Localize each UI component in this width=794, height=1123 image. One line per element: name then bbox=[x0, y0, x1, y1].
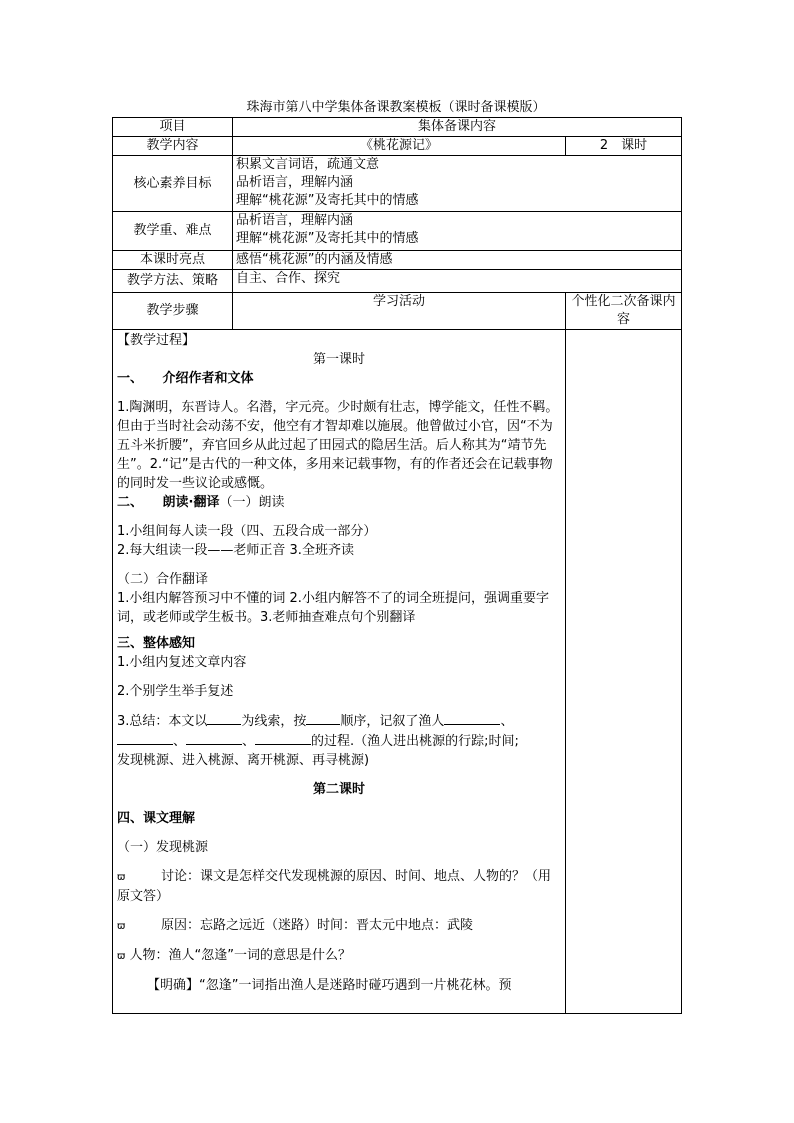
summary-text: 、 bbox=[173, 734, 187, 749]
question-text: 讨论：课文是怎样交代发现桃源的原因、时间、地点、人物的？（用原文答） bbox=[117, 869, 552, 904]
methods-label: 教学方法、策略 bbox=[113, 270, 233, 293]
section-two-sub: （一）朗读 bbox=[219, 495, 285, 510]
bullet-icon: ϖ bbox=[117, 921, 126, 932]
question-line bbox=[117, 916, 561, 936]
lesson-plan-table bbox=[112, 117, 682, 1014]
highlight-value: 感悟“桃花源”的内涵及情感 bbox=[233, 251, 682, 270]
summary-text: 、 bbox=[242, 734, 256, 749]
section-two-line: 1.小组间每人读一段（四、五段合成一部分） bbox=[117, 524, 377, 539]
lesson-two-heading: 第二课时 bbox=[312, 782, 365, 797]
activity-header: 学习活动 bbox=[233, 293, 566, 330]
core-goals-label: 核心素养目标 bbox=[113, 156, 233, 212]
fill-blank bbox=[117, 731, 173, 745]
personal-header: 个性化二次备课内容 bbox=[566, 293, 682, 330]
fill-blank bbox=[306, 711, 340, 725]
section-two-heading bbox=[117, 493, 561, 512]
question-text: 原因：忘路之远近（迷路）时间：晋太元中地点：武陵 bbox=[161, 918, 474, 933]
core-goal-line: 积累文言词语，疏通文意 bbox=[236, 157, 380, 172]
section-one-heading: 一、 介绍作者和文体 bbox=[117, 371, 254, 386]
summary-text: 的过程.（渔人进出桃源的行踪;时间; bbox=[311, 734, 519, 749]
summary-line bbox=[117, 711, 561, 731]
content-header: 集体备课内容 bbox=[233, 118, 682, 137]
key-point-line: 品析语言，理解内涵 bbox=[236, 213, 354, 228]
key-points-row bbox=[113, 212, 682, 251]
translation-paragraph: 1.小组内解答预习中不懂的词 2.小组内解答不了的词全班提问，强调重要字词，或老师或学生板书。3.老师抽查难点句个别翻译 bbox=[117, 591, 549, 625]
fill-blank bbox=[207, 711, 241, 725]
highlight-row bbox=[113, 251, 682, 270]
section-three-line: 2.个别学生举手复述 bbox=[117, 684, 234, 699]
summary-text: 顺序，记叙了渔人 bbox=[340, 714, 445, 729]
steps-label: 教学步骤 bbox=[113, 293, 233, 330]
summary-text: 、 bbox=[500, 714, 514, 729]
header-row bbox=[113, 118, 682, 137]
section-two-title: 二、 朗读·翻译 bbox=[117, 495, 220, 510]
section-three-heading: 三、整体感知 bbox=[117, 636, 196, 651]
summary-line bbox=[117, 731, 561, 751]
section-three-line: 1.小组内复述文章内容 bbox=[117, 655, 247, 670]
bullet-icon: ϖ bbox=[117, 872, 126, 883]
core-goal-line: 品析语言，理解内涵 bbox=[236, 175, 354, 190]
process-heading: 【教学过程】 bbox=[117, 333, 196, 348]
fill-blank bbox=[186, 731, 242, 745]
question-line bbox=[117, 867, 561, 906]
highlight-label: 本课时亮点 bbox=[113, 251, 233, 270]
translation-heading: （二）合作翻译 bbox=[117, 572, 209, 587]
summary-line: 发现桃源、进入桃源、离开桃源、再寻桃源) bbox=[117, 753, 370, 768]
section-four-sub: （一）发现桃源 bbox=[117, 840, 209, 855]
key-points-label: 教学重、难点 bbox=[113, 212, 233, 251]
question-text: 人物：渔人“忽逢”一词的意思是什么？ bbox=[129, 948, 351, 963]
lesson-one-heading: 第一课时 bbox=[312, 352, 365, 367]
key-point-line: 理解“桃花源”及寄托其中的情感 bbox=[236, 231, 419, 246]
personal-notes-cell bbox=[566, 330, 682, 1014]
core-goals-row bbox=[113, 156, 682, 212]
summary-text: 为线索，按 bbox=[241, 714, 307, 729]
section-four-heading: 四、课文理解 bbox=[117, 811, 196, 826]
steps-header-row bbox=[113, 293, 682, 330]
question-line bbox=[117, 946, 561, 966]
fill-blank bbox=[255, 731, 311, 745]
teaching-content-value: 《桃花源记》 bbox=[233, 137, 566, 156]
teaching-process-row bbox=[113, 330, 682, 1014]
section-one-paragraph: 1.陶渊明，东晋诗人。名潜，字元亮。少时颇有壮志，博学能文，任性不羁。但由于当时社会动荡不安，他空有才智却难以施展。他曾做过小官，因“不为五斗米折腰”，弃官回乡从此过起了田园式的隐居生活。后人称其为“靖节先生”。2.“记”是古代的一种文体，多用来记载事物，有的作者还会在记载事物的同时发一些议论或感慨。 bbox=[117, 400, 559, 491]
item-header: 项目 bbox=[113, 118, 233, 137]
section-two-line: 2.每大组读一段——老师正音 3.全班齐读 bbox=[117, 543, 354, 558]
answer-line: 【明确】“忽逢”一词指出渔人是迷路时碰巧遇到一片桃花林。预 bbox=[147, 978, 512, 993]
methods-value: 自主、合作、探究 bbox=[233, 270, 682, 293]
class-hours: 2 课时 bbox=[566, 137, 682, 156]
teaching-process-content bbox=[113, 330, 566, 1014]
summary-text: 3.总结：本文以 bbox=[117, 714, 208, 729]
methods-row bbox=[113, 270, 682, 293]
teaching-content-label: 教学内容 bbox=[113, 137, 233, 156]
document-title: 珠海市第八中学集体备课教案模板（课时备课模版） bbox=[246, 100, 546, 115]
fill-blank bbox=[444, 711, 500, 725]
bullet-icon: ϖ bbox=[117, 951, 126, 962]
teaching-content-row bbox=[113, 137, 682, 156]
key-points-value bbox=[233, 212, 682, 251]
core-goals-value bbox=[233, 156, 682, 212]
core-goal-line: 理解“桃花源”及寄托其中的情感 bbox=[236, 193, 419, 208]
